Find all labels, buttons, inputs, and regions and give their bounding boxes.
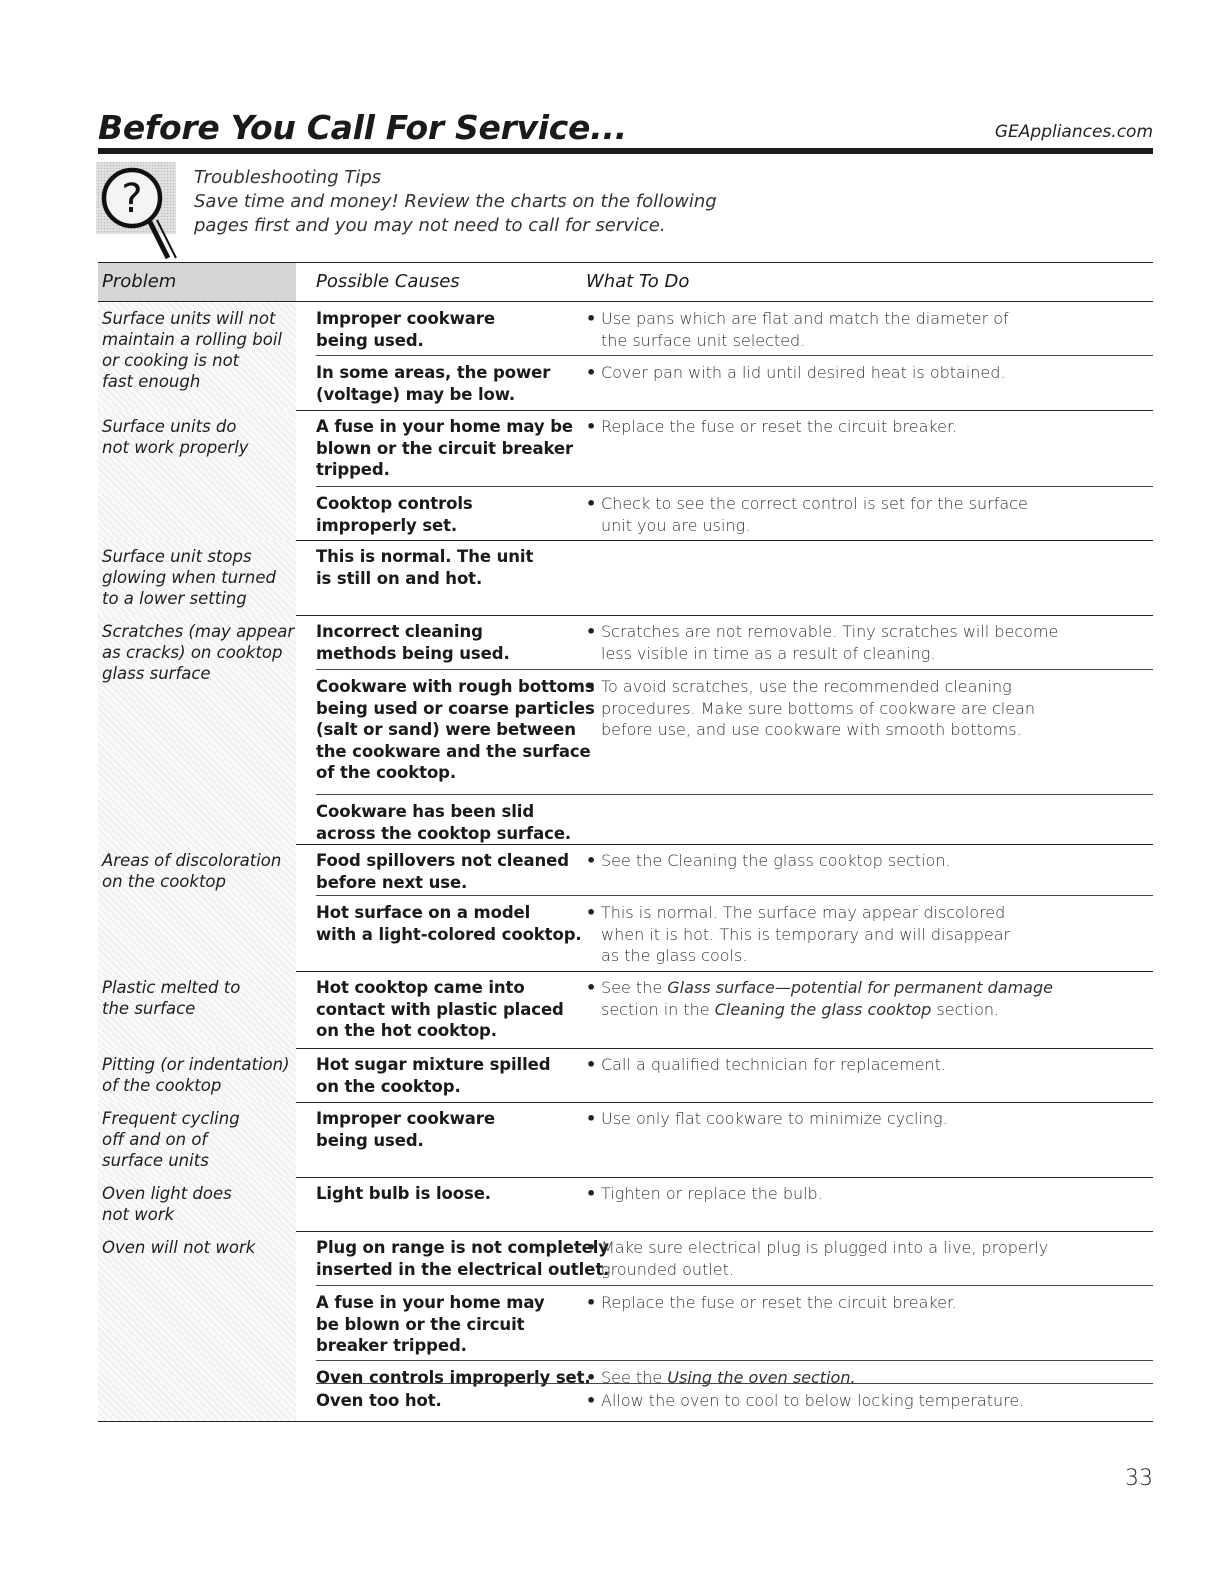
cause-text: is still on and hot.	[316, 568, 483, 588]
cause-row	[316, 615, 1153, 669]
what-to-do	[586, 1390, 1024, 1412]
problem-cell	[98, 1231, 296, 1421]
intro-heading: Troubleshooting Tips	[194, 167, 382, 188]
todo-text: • Call a qualified technician for replacement.	[586, 1054, 946, 1076]
cause-row	[316, 1231, 1153, 1285]
todo-text: • Replace the fuse or reset the circuit breaker.	[586, 416, 957, 438]
what-to-do	[586, 977, 1053, 1020]
cause-text: inserted in the electrical outlet.	[316, 1259, 610, 1279]
question-magnifier-icon	[94, 158, 190, 276]
cause-text: Cookware has been slid	[316, 802, 535, 821]
problem-group	[98, 1231, 1153, 1422]
todo-text: before use, and use cookware with smooth bottoms.	[601, 720, 1022, 739]
possible-cause	[316, 416, 578, 481]
possible-cause	[316, 1292, 578, 1357]
problem-cell	[98, 844, 296, 971]
cause-text: being used.	[316, 1130, 424, 1150]
problem-text: the surface	[102, 999, 196, 1018]
possible-cause	[316, 977, 578, 1042]
cause-row	[316, 540, 1153, 615]
problem-cell	[98, 971, 296, 1048]
table-header	[98, 262, 1153, 302]
title-rule	[98, 148, 1153, 154]
todo-text: section in the Cleaning the glass cooktop section.	[601, 999, 1000, 1019]
cause-text: be blown or the circuit	[316, 1314, 525, 1334]
header-possible-causes: Possible Causes	[316, 271, 460, 292]
what-to-do	[586, 308, 1009, 351]
possible-cause	[316, 621, 578, 664]
todo-text: • See the Cleaning the glass cooktop section.	[586, 850, 951, 872]
todo-text: • See the Glass surface—potential for permanent damage	[586, 977, 1053, 999]
todo-text: procedures. Make sure bottoms of cookware are clean	[601, 698, 1036, 718]
problem-cell	[98, 540, 296, 615]
possible-cause	[316, 1390, 578, 1412]
page-number: 33	[1125, 1466, 1153, 1491]
problem-cell	[98, 1102, 296, 1177]
what-to-do	[586, 902, 1010, 967]
problem-group	[98, 1048, 1153, 1103]
cause-text: Cooktop controls	[316, 494, 473, 513]
problem-text: glowing when turned	[102, 568, 277, 587]
cause-row	[316, 355, 1153, 411]
cause-row	[316, 895, 1153, 972]
cause-text: with a light-colored cooktop.	[316, 924, 582, 944]
cause-text: Oven too hot.	[316, 1391, 442, 1410]
what-to-do	[586, 1054, 946, 1076]
todo-text: less visible in time as a result of cleaning.	[601, 643, 936, 663]
cause-row	[316, 302, 1153, 355]
what-to-do	[586, 850, 951, 872]
cause-text: (voltage) may be low.	[316, 384, 516, 404]
cause-text: Improper cookware	[316, 309, 495, 328]
cause-text: across the cooktop surface.	[316, 823, 572, 843]
cause-text: improperly set.	[316, 515, 458, 535]
todo-text: • Use only flat cookware to minimize cycling.	[586, 1108, 948, 1130]
todo-text: • Scratches are not removable. Tiny scratches will become	[586, 621, 1058, 643]
todo-text: • This is normal. The surface may appear discolored	[586, 902, 1010, 924]
problem-text: glass surface	[102, 664, 211, 683]
what-to-do	[586, 621, 1058, 664]
possible-cause	[316, 1108, 578, 1151]
problem-text: Scratches (may appear	[102, 622, 295, 641]
problem-group	[98, 1102, 1153, 1178]
cause-row	[316, 971, 1153, 1048]
problem-group	[98, 410, 1153, 541]
intro	[194, 166, 717, 238]
problem-text: as cracks) on cooktop	[102, 643, 283, 662]
problem-text: Oven will not work	[102, 1238, 256, 1257]
todo-text: • Replace the fuse or reset the circuit breaker.	[586, 1292, 957, 1314]
todo-text: grounded outlet.	[601, 1259, 734, 1279]
cause-text: Incorrect cleaning	[316, 622, 483, 641]
intro-line: pages first and you may not need to call for service.	[194, 215, 666, 236]
what-to-do	[586, 416, 957, 438]
cause-row	[316, 410, 1153, 486]
problem-group	[98, 302, 1153, 411]
problem-text: of the cooktop	[102, 1076, 222, 1095]
page-title: Before You Call For Service...	[98, 108, 627, 147]
problem-cell	[98, 1048, 296, 1102]
problem-cell	[98, 302, 296, 410]
cause-row	[316, 1048, 1153, 1102]
possible-cause	[316, 308, 578, 351]
cause-row	[316, 669, 1153, 795]
todo-text: • Cover pan with a lid until desired heat is obtained.	[586, 362, 1006, 384]
what-to-do	[586, 1237, 1048, 1280]
cause-text: before next use.	[316, 872, 468, 892]
site-url[interactable]: GEAppliances.com	[994, 122, 1153, 142]
problem-text: maintain a rolling boil	[102, 330, 282, 349]
cause-text: In some areas, the power	[316, 363, 551, 382]
problem-text: or cooking is not	[102, 351, 240, 370]
svg-text:?: ?	[121, 176, 143, 222]
problem-cell	[98, 410, 296, 540]
todo-text: • Use pans which are flat and match the diameter of	[586, 308, 1009, 330]
todo-text: • Make sure electrical plug is plugged into a live, properly	[586, 1237, 1048, 1259]
problem-text: Surface units do	[102, 417, 237, 436]
header-what-to-do: What To Do	[586, 271, 690, 292]
cause-text: breaker tripped.	[316, 1336, 467, 1355]
problem-cell	[98, 615, 296, 844]
intro-line: Save time and money! Review the charts on the following	[194, 191, 717, 212]
problem-group	[98, 971, 1153, 1049]
cause-text: being used or coarse particles	[316, 698, 595, 718]
possible-cause	[316, 801, 578, 844]
possible-cause	[316, 1183, 578, 1205]
cause-text: A fuse in your home may be	[316, 417, 573, 436]
what-to-do	[586, 362, 1006, 384]
cause-text: Hot cooktop came into	[316, 978, 525, 997]
cause-text: Plug on range is not completely	[316, 1238, 609, 1257]
possible-cause	[316, 1054, 578, 1097]
cause-text: blown or the circuit breaker	[316, 438, 574, 458]
problem-text: Plastic melted to	[102, 978, 241, 997]
problem-text: not work properly	[102, 438, 249, 457]
what-to-do	[586, 493, 1028, 536]
possible-cause	[316, 362, 578, 405]
cause-row	[316, 1360, 1153, 1387]
cause-row	[316, 1177, 1153, 1231]
problem-group	[98, 540, 1153, 616]
cause-text: Improper cookware	[316, 1109, 495, 1128]
cause-text: being used.	[316, 330, 424, 350]
cause-row	[316, 1102, 1153, 1177]
cause-row	[316, 1383, 1153, 1422]
cause-text: Food spillovers not cleaned	[316, 851, 569, 870]
cause-text: on the cooktop.	[316, 1076, 461, 1096]
cause-text: Light bulb is loose.	[316, 1184, 491, 1203]
cause-text: contact with plastic placed	[316, 999, 564, 1019]
problem-text: Pitting (or indentation)	[102, 1055, 290, 1074]
todo-text: • Check to see the correct control is set for the surface	[586, 493, 1028, 515]
cause-text: tripped.	[316, 460, 390, 479]
cause-text: of the cooktop.	[316, 763, 457, 782]
problem-text: Surface unit stops	[102, 547, 252, 566]
what-to-do	[586, 676, 1035, 741]
problem-text: Surface units will not	[102, 309, 276, 328]
todo-text: when it is hot. This is temporary and will disappear	[601, 924, 1011, 944]
todo-text: • Allow the oven to cool to below locking temperature.	[586, 1390, 1024, 1412]
problem-text: Oven light does	[102, 1184, 232, 1203]
problem-cell	[98, 1177, 296, 1231]
possible-cause	[316, 493, 578, 536]
what-to-do	[586, 1292, 957, 1314]
todo-text: • See the Using the oven section.	[586, 1367, 856, 1389]
cause-row	[316, 794, 1153, 845]
cause-row	[316, 844, 1153, 895]
problem-group	[98, 844, 1153, 972]
problem-text: Frequent cycling	[102, 1109, 240, 1128]
problem-group	[98, 615, 1153, 845]
possible-cause	[316, 546, 578, 589]
problem-text: Areas of discoloration	[102, 851, 282, 870]
cause-row	[316, 1285, 1153, 1361]
todo-text: • Tighten or replace the bulb.	[586, 1183, 823, 1205]
possible-cause	[316, 850, 578, 893]
cause-text: This is normal. The unit	[316, 547, 534, 566]
problem-text: off and on of	[102, 1130, 208, 1149]
cause-text: Oven controls improperly set.	[316, 1368, 591, 1387]
problem-text: on the cooktop	[102, 872, 226, 891]
problem-group	[98, 1177, 1153, 1232]
cause-row	[316, 486, 1153, 541]
todo-text: as the glass cools.	[601, 946, 748, 965]
header-problem: Problem	[98, 263, 296, 301]
problem-text: to a lower setting	[102, 589, 247, 608]
what-to-do	[586, 1108, 948, 1130]
problem-text: not work	[102, 1205, 175, 1224]
todo-text: • To avoid scratches, use the recommended cleaning	[586, 676, 1035, 698]
cause-text: the cookware and the surface	[316, 741, 591, 761]
cause-text: Hot surface on a model	[316, 903, 531, 922]
cause-text: A fuse in your home may	[316, 1293, 545, 1312]
problem-text: fast enough	[102, 372, 201, 391]
todo-text: unit you are using.	[601, 515, 751, 535]
cause-text: (salt or sand) were between	[316, 720, 576, 739]
possible-cause	[316, 676, 595, 784]
problem-text: surface units	[102, 1151, 209, 1170]
todo-text: the surface unit selected.	[601, 330, 806, 350]
cause-text: on the hot cooktop.	[316, 1021, 497, 1040]
possible-cause	[316, 902, 582, 945]
what-to-do	[586, 1183, 823, 1205]
cause-text: Cookware with rough bottoms	[316, 677, 595, 696]
cause-text: Hot sugar mixture spilled	[316, 1055, 551, 1074]
cause-text: methods being used.	[316, 643, 510, 663]
possible-cause	[316, 1237, 610, 1280]
